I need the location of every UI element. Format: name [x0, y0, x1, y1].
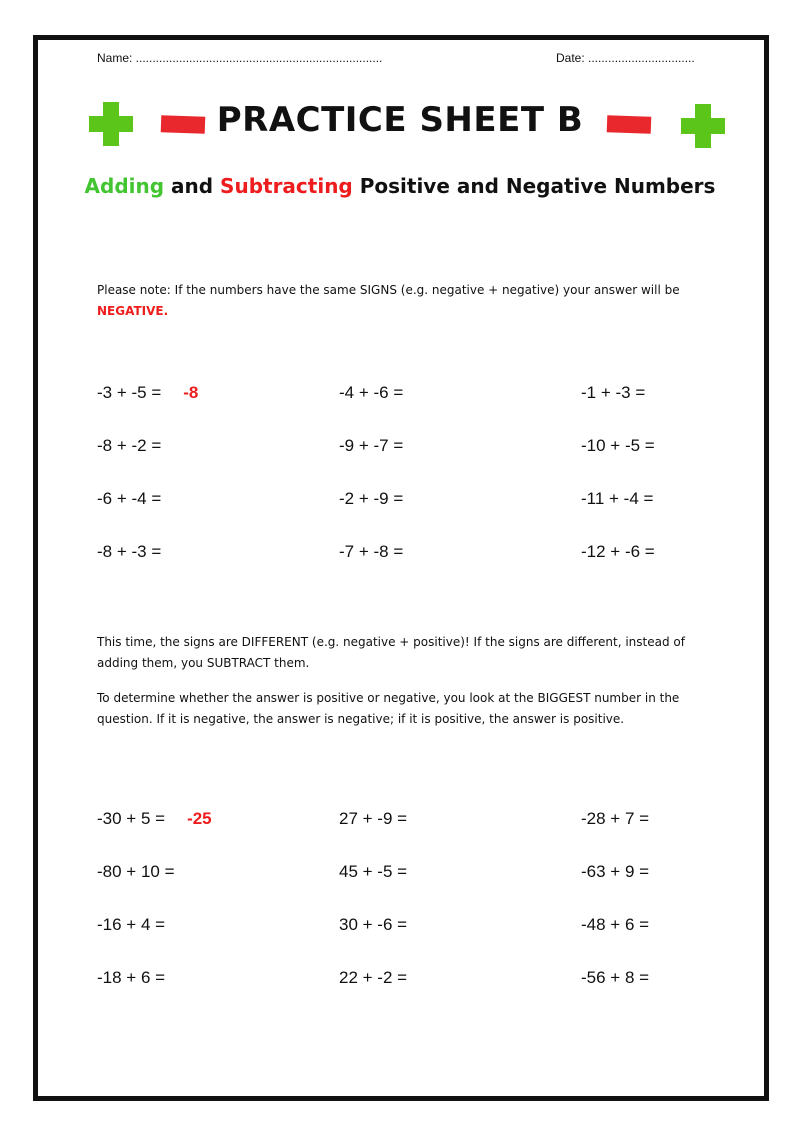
plus-icon [681, 104, 725, 148]
problem [581, 436, 655, 456]
problem [581, 383, 645, 403]
problem-text: -48 + 6 = [581, 915, 650, 934]
problem-text: -9 + -7 = [339, 436, 404, 455]
problem [339, 915, 407, 935]
problem-text: -6 + -4 = [97, 489, 162, 508]
problem [97, 489, 161, 509]
problem-text: 45 + -5 = [339, 862, 408, 881]
problem [581, 862, 649, 882]
note-different-signs: This time, the signs are DIFFERENT (e.g. negative + positive)! If the signs are different, instead of adding them, you SUBTRACT them. [97, 635, 685, 670]
problem-text: 30 + -6 = [339, 915, 408, 934]
problem-text: -8 + -2 = [97, 436, 162, 455]
problem [581, 489, 653, 509]
problem-text: -63 + 9 = [581, 862, 650, 881]
problem [97, 968, 165, 988]
subtitle-subtracting: Subtracting [220, 174, 353, 198]
problem [339, 383, 403, 403]
note-emphasis: NEGATIVE. [97, 304, 169, 318]
problem-text: -80 + 10 = [97, 862, 175, 881]
problem [339, 862, 407, 882]
problem [339, 542, 403, 562]
problem [581, 809, 649, 829]
problem-text: -8 + -3 = [97, 542, 162, 561]
answer: -8 [183, 383, 199, 402]
problem-text: -18 + 6 = [97, 968, 166, 987]
problem [97, 436, 161, 456]
problem [581, 915, 649, 935]
note-same-signs [97, 280, 722, 322]
problem-text: -7 + -8 = [339, 542, 404, 561]
subtitle-and: and [164, 174, 221, 198]
problem [339, 968, 407, 988]
problem [581, 968, 649, 988]
problem [97, 383, 198, 403]
problem-text: -12 + -6 = [581, 542, 655, 561]
answer: -25 [187, 809, 212, 828]
name-field[interactable]: Name: .......................................................................... [97, 51, 383, 65]
problem-text: -30 + 5 = [97, 809, 166, 828]
problem-text: 27 + -9 = [339, 809, 408, 828]
note-biggest-number: To determine whether the answer is positive or negative, you look at the BIGGEST number in the question. If it is negative, the answer is negative; if it is positive, the answer is positive. [97, 691, 680, 726]
note-text: Please note: If the numbers have the same SIGNS (e.g. negative + negative) your answer will be [97, 283, 680, 297]
date-field[interactable]: Date: ................................ [556, 51, 695, 65]
problem-text: -28 + 7 = [581, 809, 650, 828]
page-title: PRACTICE SHEET B [216, 100, 584, 140]
problem-text: -2 + -9 = [339, 489, 404, 508]
minus-icon [607, 115, 652, 134]
problem [97, 915, 165, 935]
subtitle-adding: Adding [84, 174, 165, 198]
subtitle [0, 174, 800, 198]
problem [339, 809, 407, 829]
problem-text: 22 + -2 = [339, 968, 408, 987]
problem-text: -11 + -4 = [581, 489, 654, 508]
problem-text: -4 + -6 = [339, 383, 404, 402]
problem [97, 862, 175, 882]
problem [97, 809, 212, 829]
problem-text: -10 + -5 = [581, 436, 655, 455]
problem-text: -56 + 8 = [581, 968, 650, 987]
problem [581, 542, 655, 562]
problem-text: -16 + 4 = [97, 915, 166, 934]
problem [97, 542, 161, 562]
problem [339, 489, 403, 509]
problem-text: -3 + -5 = [97, 383, 162, 402]
problem-text: -1 + -3 = [581, 383, 646, 402]
problem [339, 436, 403, 456]
subtitle-rest: Positive and Negative Numbers [352, 174, 716, 198]
